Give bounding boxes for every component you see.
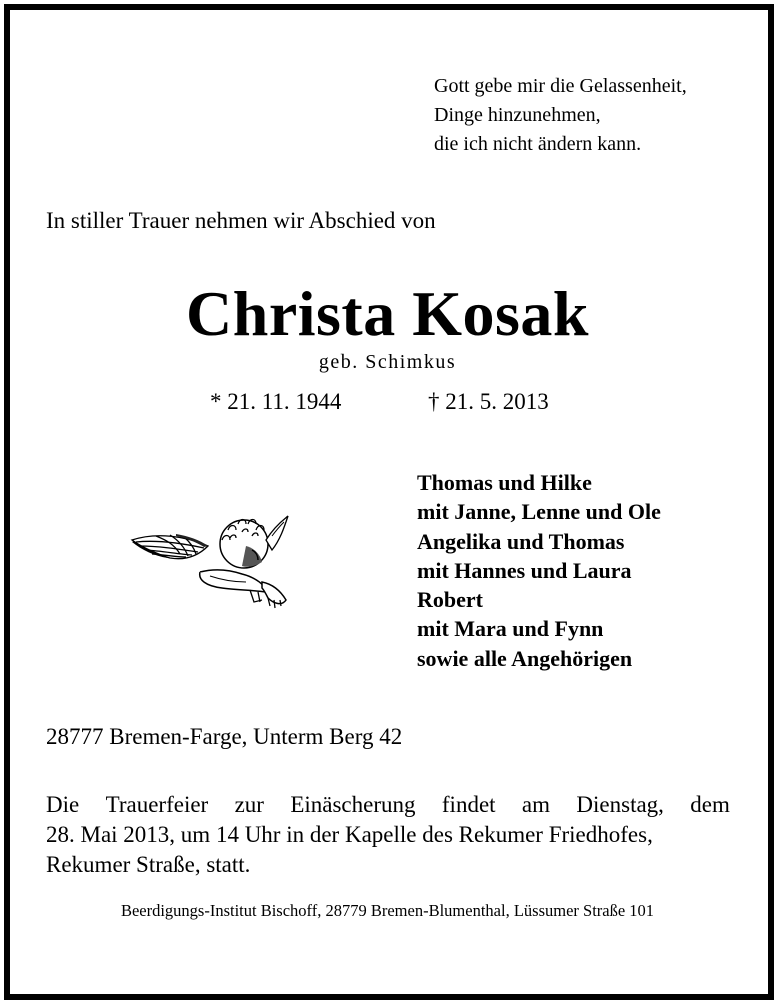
ceremony-word: Die: [46, 792, 80, 817]
deceased-name: Christa Kosak: [186, 278, 589, 349]
family-line: mit Janne, Lenne und Ole: [417, 499, 661, 525]
ceremony-word: dem: [690, 792, 730, 817]
ceremony-word: Trauerfeier: [105, 792, 209, 817]
family-line: mit Hannes und Laura: [417, 557, 632, 583]
quote: [434, 72, 687, 159]
cherub-angel-icon: [126, 510, 298, 620]
family-line: Thomas und Hilke: [417, 470, 592, 495]
ceremony-line-2: 28. Mai 2013, um 14 Uhr in der Kapelle des Rekumer Friedhofes,: [46, 822, 653, 847]
birth-date: * 21. 11. 1944: [210, 389, 342, 414]
family-line: sowie alle Angehörigen: [417, 645, 633, 671]
funeral-home-footer: Beerdigungs-Institut Bischoff, 28779 Bremen-Blumenthal, Lüssumer Straße 101: [120, 901, 655, 920]
intro-text: In stiller Trauer nehmen wir Abschied von: [46, 208, 436, 233]
ceremony-word: Einäscherung: [290, 792, 416, 817]
ceremony-word: zur: [234, 792, 264, 817]
ceremony-word: Dienstag,: [576, 792, 664, 817]
ceremony-word: am: [521, 792, 551, 817]
ceremony-notice: [46, 790, 730, 880]
family-line: Angelika und Thomas: [417, 528, 625, 554]
ceremony-word: findet: [441, 792, 496, 817]
family-line: Robert: [417, 587, 483, 613]
death-date: † 21. 5. 2013: [428, 389, 549, 414]
ceremony-line-3: Rekumer Straße, statt.: [46, 852, 251, 877]
quote-line-3: die ich nicht ändern kann.: [434, 133, 642, 155]
ceremony-line-1: [46, 790, 730, 820]
family-list: [417, 468, 661, 673]
quote-line-2: Dinge hinzunehmen,: [434, 104, 601, 126]
quote-line-1: Gott gebe mir die Gelassenheit,: [434, 75, 687, 97]
address: 28777 Bremen-Farge, Unterm Berg 42: [46, 724, 403, 749]
family-line: mit Mara und Fynn: [417, 616, 604, 642]
maiden-name: geb. Schimkus: [318, 351, 457, 373]
